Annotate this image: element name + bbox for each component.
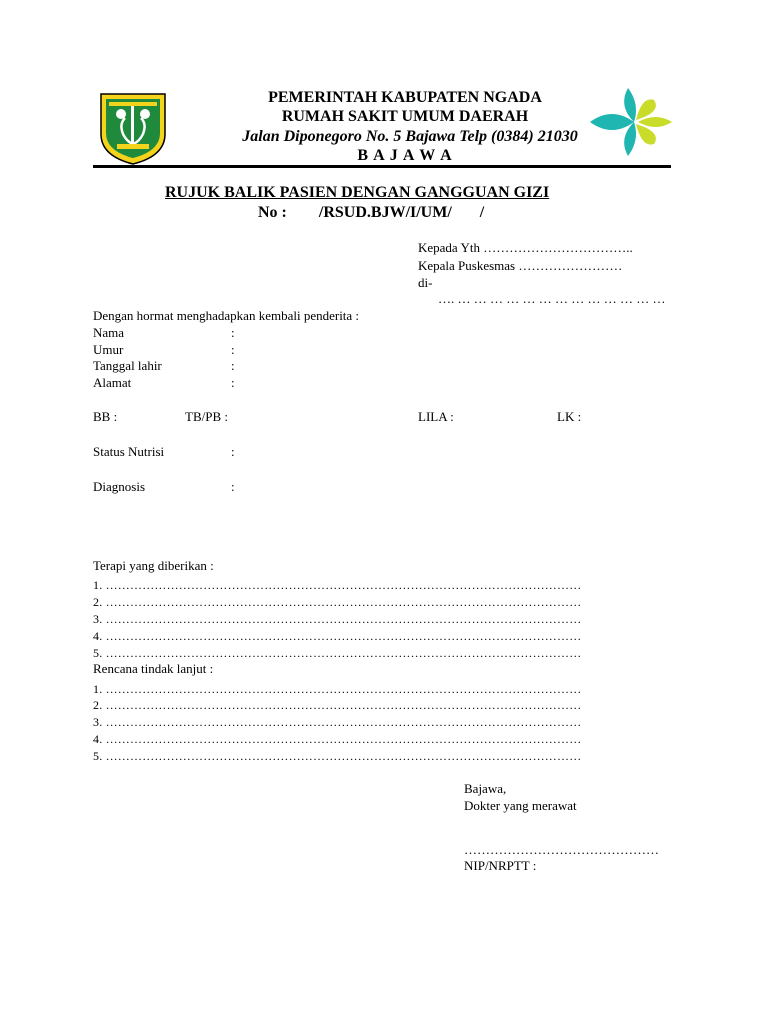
colon: : — [231, 325, 235, 340]
header-rule-thick — [93, 165, 671, 168]
government-name: PEMERINTAH KABUPATEN NGADA — [268, 89, 542, 106]
terapi-line-4: 4. ……………………………………………………………………………………………………… — [93, 629, 582, 643]
recipient-dots: …. … … … … … … … … … … … … … — [438, 291, 666, 306]
field-lila: LILA : — [418, 409, 454, 424]
field-tanggal-lahir: Tanggal lahir — [93, 358, 162, 373]
colon: : — [231, 444, 235, 459]
rencana-line-3: 3. ……………………………………………………………………………………………………… — [93, 715, 582, 729]
field-diagnosis: Diagnosis — [93, 479, 145, 494]
rencana-line-5: 5. ……………………………………………………………………………………………………… — [93, 749, 582, 763]
regency-crest-icon — [95, 90, 171, 166]
terapi-line-5: 5. ……………………………………………………………………………………………………… — [93, 646, 582, 660]
signature-role: Dokter yang merawat — [464, 798, 577, 813]
document-number: No : /RSUD.BJW/I/UM/ / — [258, 204, 485, 221]
field-tbpb: TB/PB : — [185, 409, 228, 424]
signature-place: Bajawa, — [464, 781, 507, 796]
field-alamat: Alamat — [93, 375, 132, 390]
recipient-kepada: Kepada Yth …………………………….. — [418, 240, 633, 255]
document-title: RUJUK BALIK PASIEN DENGAN GANGGUAN GIZI — [165, 184, 550, 201]
intro-text: Dengan hormat menghadapkan kembali penderita : — [93, 308, 360, 323]
terapi-line-3: 3. ……………………………………………………………………………………………………… — [93, 612, 582, 626]
field-bb: BB : — [93, 409, 118, 424]
hospital-name: RUMAH SAKIT UMUM DAERAH — [281, 108, 529, 125]
city-name: B A J A W A — [357, 147, 453, 164]
recipient-kepala: Kepala Puskesmas …………………… — [418, 258, 623, 273]
terapi-line-2: 2. ……………………………………………………………………………………………………… — [93, 595, 582, 609]
rencana-label: Rencana tindak lanjut : — [93, 661, 214, 676]
colon: : — [231, 479, 235, 494]
colon: : — [231, 358, 235, 373]
colon: : — [231, 342, 235, 357]
terapi-label: Terapi yang diberikan : — [93, 558, 214, 573]
rencana-line-1: 1. ……………………………………………………………………………………………………… — [93, 682, 582, 696]
field-lk: LK : — [557, 409, 582, 424]
field-status-nutrisi: Status Nutrisi — [93, 444, 165, 459]
terapi-line-1: 1. ……………………………………………………………………………………………………… — [93, 578, 582, 592]
recipient-di: di- — [418, 275, 433, 290]
signature-nip: NIP/NRPTT : — [464, 858, 537, 873]
signature-dots: ……………………………………… — [464, 842, 659, 857]
field-umur: Umur — [93, 342, 124, 357]
field-nama: Nama — [93, 325, 125, 340]
rencana-line-2: 2. ……………………………………………………………………………………………………… — [93, 698, 582, 712]
hospital-address: Jalan Diponegoro No. 5 Bajawa Telp (0384) 21030 — [242, 128, 578, 145]
rencana-line-4: 4. ……………………………………………………………………………………………………… — [93, 732, 582, 746]
colon: : — [231, 375, 235, 390]
